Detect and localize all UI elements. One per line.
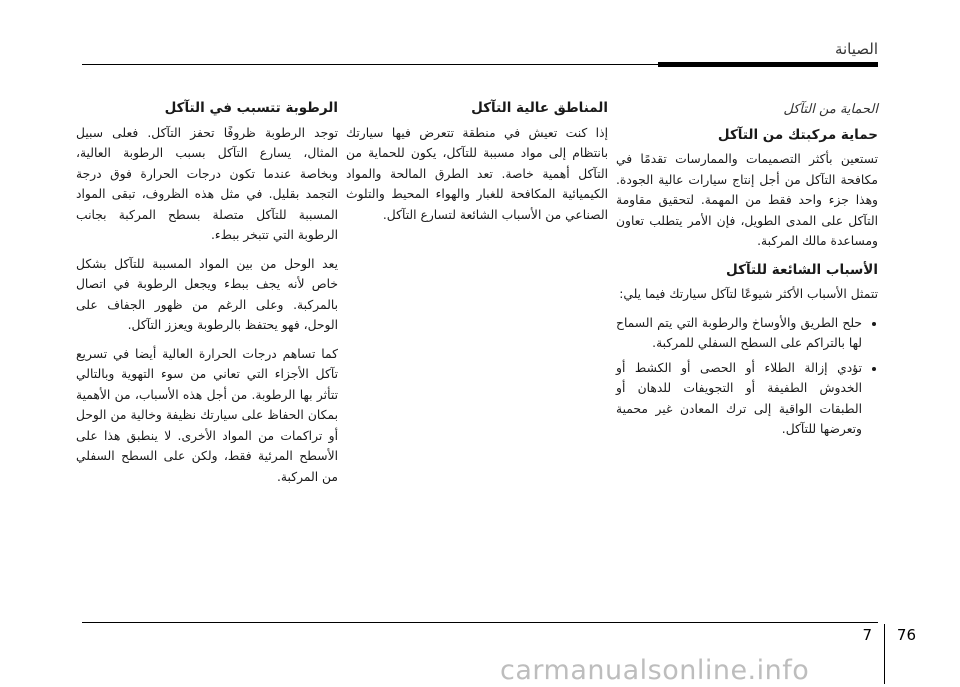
paragraph-moisture-3: كما تساهم درجات الحرارة العالية أيضا في تسريع تآكل الأجزاء التي تعاني من سوء التهوية وبالتالي تتأثر بها الرطوبة. من أجل هذه الأسباب، من الأهمية بمكان الحفاظ على سيارتك نظيفة وخالية من الوحل أو تراكمات من المواد الأخرى. لا ينطبق هذا على الأسطح المرئية فقط، ولكن على السطح السفلي من المركبة. (76, 346, 338, 484)
page-header-title: الصيانة (834, 40, 878, 58)
paragraph-protect-vehicle: تستعين بأكثر التصميمات والممارسات تقدمًا في مكافحة التآكل من أجل إنتاج سيارات عالية الجودة. وهذا جزء واحد فقط من المهمة. لتحقيق مقاومة التآكل على المدى الطويل، فإن الأمر يتطلب تعاون ومساعدة مالك المركبة. (616, 152, 878, 248)
page-chapter-number: 7 (862, 626, 872, 644)
page-separator (884, 624, 885, 684)
causes-list (616, 313, 878, 440)
paragraph-common-causes: تتمثل الأسباب الأكثر شيوعًا لتآكل سيارتك فيما يلي: (619, 287, 878, 301)
list-item: • حلح الطريق والأوساخ والرطوبة التي يتم السماح لها بالتراكم على السطح السفلي للمركبة. (616, 313, 862, 354)
paragraph-moisture-1: توجد الرطوبة ظروفًا تحفز التآكل. فعلى سبيل المثال، يسارع التآكل بسبب الرطوبة العالية، وبخاصة عندما تكون درجات الحرارة فوق درجة التجمد بقليل. في مثل هذه الظروف، تبقى المواد المسببة للتآكل متصلة بسطح المركبة بجانب الرطوبة التي تتبخر ببطء. (76, 125, 338, 242)
watermark: carmanualsonline.info (500, 655, 810, 686)
paragraph-moisture-2: يعد الوحل من بين المواد المسببة للتآكل بشكل خاص لأنه يجف ببطء ويجعل الرطوبة في اتصال بالمركبة. وعلى الرغم من ظهور الجفاف على الوحل، فهو يحتفظ بالرطوبة ويعزز التآكل. (76, 256, 338, 332)
page-number: 76 (896, 626, 916, 644)
list-item: • تؤدي إزالة الطلاء أو الحصى أو الكشط أو الخدوش الطفيفة أو التجويفات للدهان أو الطبقات الواقية إلى ترك المعادن غير محمية وتعرضها للتآكل. (616, 358, 862, 440)
heading-common-causes: الأسباب الشائعة للتآكل (726, 261, 878, 278)
section-title: الحماية من التآكل (783, 102, 878, 117)
column-right (616, 96, 878, 444)
column-left (76, 96, 338, 495)
column-middle (346, 96, 608, 233)
footer-rule (82, 622, 878, 623)
header-rule-accent (658, 62, 878, 67)
heading-moisture-corrosion: الرطوبة تتسبب في التآكل (164, 100, 338, 116)
heading-high-corrosion-areas: المناطق عالية التآكل (471, 100, 608, 116)
heading-protect-vehicle: حماية مركبتك من التآكل (717, 126, 878, 143)
paragraph-high-corrosion-areas: إذا كنت تعيش في منطقة تتعرض فيها سيارتك بانتظام إلى مواد مسببة للتآكل، يكون للحماية من التآكل أهمية خاصة. تعد الطرق المالحة والمواد الكيميائية المكافحة للغبار والهواء المحيط والتلوث الصناعي من الأسباب الشائعة لتسارع التآكل. (346, 125, 608, 222)
